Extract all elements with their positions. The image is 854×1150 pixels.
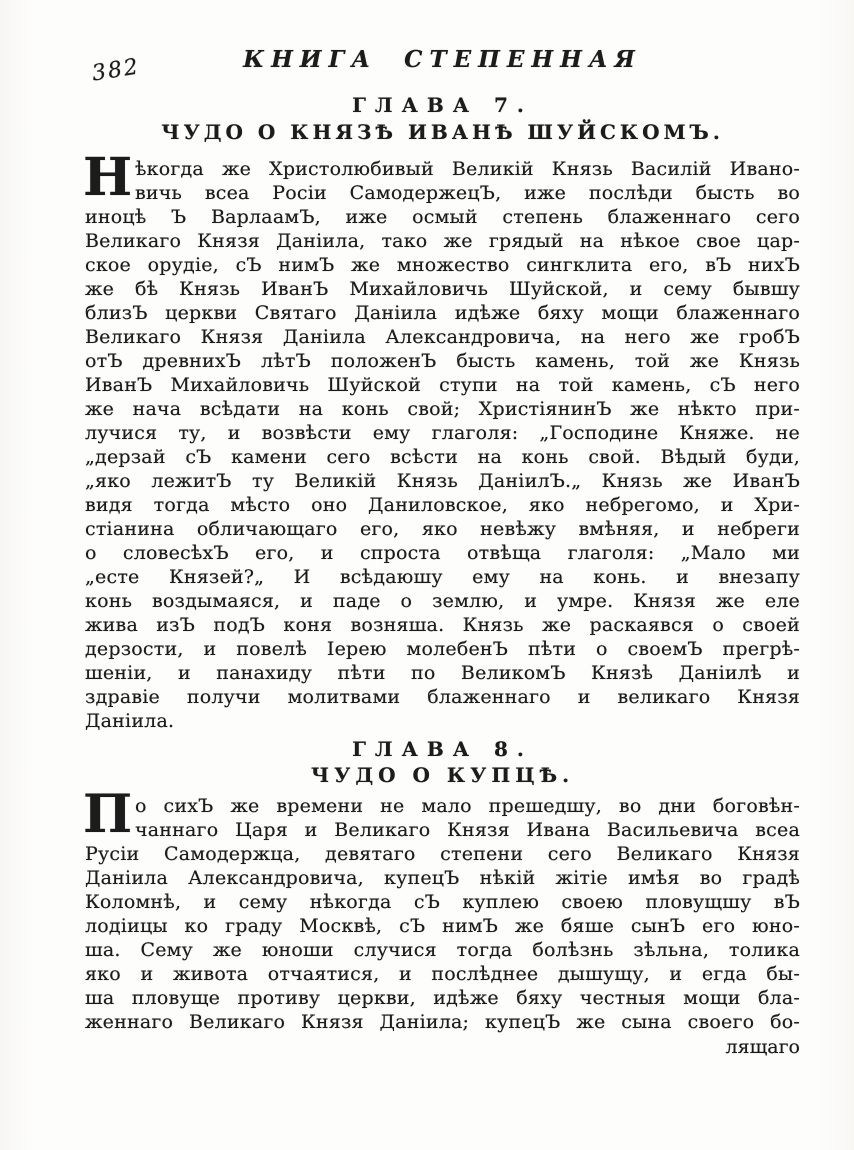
text-line: отЪ древнихЪ лѣтЪ положенЪ бысть камень, той же Князь <box>85 350 800 372</box>
text-line: вичь всеа Росіи СамодержецЪ, иже послѣди бысть во <box>135 182 800 204</box>
text-line: ИванЪ Михайловичь Шуйской ступи на той камень, сЪ него <box>85 374 800 396</box>
text-line: видя тогда мѣсто оно Даниловское, яко небрегомо, и Хри- <box>85 494 800 516</box>
text-line: дерзости, и повелѣ Іерею молебенЪ пѣти о своемЪ прегрѣ- <box>85 638 800 660</box>
chapter8-heading: ГЛАВА 8. <box>352 737 533 761</box>
chapter8-paragraph <box>83 784 800 1034</box>
running-head: КНИГА СТЕПЕННАЯ <box>243 46 642 73</box>
text-line: Даніила. <box>85 710 175 732</box>
text-line: же бѣ Князь ИванЪ Михайловичь Шуйской, и сему бывшу <box>85 278 800 300</box>
text-line: Великаго Князя Даніила Александровича, на него же гробЪ <box>85 326 800 348</box>
text-line: ское орудіе, сЪ нимЪ же множество сингклита его, вЪ нихЪ <box>85 254 800 276</box>
page-number: 382 <box>90 54 142 87</box>
text-line: здравіе получи молитвами блаженнаго и великаго Князя <box>85 686 800 708</box>
text-line: близЪ церкви Святаго Даніила идѣже бяху мощи блаженнаго <box>85 302 800 324</box>
chapter8-dropcap: П <box>83 784 133 845</box>
text-line: „яко лежитЪ ту Великій Князь ДаніилЪ.„ Князь же ИванЪ <box>85 470 800 492</box>
text-line: о словесѣхЪ его, и спроста отвѣща глаголя: „Мало ми <box>85 542 800 564</box>
text-line: же нача всѣдати на конь свой; ХристіянинЪ же нѣкто при- <box>85 398 800 420</box>
text-line: женнаго Великаго Князя Даніила; купецЪ же сына своего бо- <box>85 1011 800 1033</box>
text-line: ша. Сему же юноши случися тогда болѣзнь зѣльна, толика <box>85 939 800 961</box>
chapter7-lines <box>85 157 800 733</box>
text-line: конь воздымаяся, и паде о землю, и умре. Князя же еле <box>85 590 800 612</box>
text-line: Великаго Князя Даніила, тако же грядый на нѣкое свое цар- <box>85 230 800 252</box>
text-line: о сихЪ же времени не мало прешедшу, во дни боговѣн- <box>135 795 800 817</box>
chapter7-paragraph <box>83 147 800 733</box>
chapter8-subheading: ЧУДО О КУПЦѢ. <box>310 763 575 787</box>
text-line: стіанина обличающаго его, яко невѣжу вмѣняя, и небреги <box>85 518 800 540</box>
text-line: жива изЪ подЪ коня возняша. Князь же раскаявся о своей <box>85 614 800 636</box>
text-line: „дерзай сЪ камени сего всѣсти на конь свой. Вѣдый буди, <box>85 446 800 468</box>
text-line: лучися ту, и возвѣсти ему глаголя: „Господине Княже. не <box>85 422 800 444</box>
text-line: чаннаго Царя и Великаго Князя Ивана Васильевича всеа <box>135 819 800 841</box>
chapter7-dropcap: Н <box>83 147 133 208</box>
text-line: шеніи, и панахиду пѣти по ВеликомЪ Князѣ Даніилѣ и <box>85 662 800 684</box>
chapter7-subheading: ЧУДО О КНЯЗѢ ИВАНѢ ШУЙСКОМЪ. <box>161 120 724 144</box>
chapter8-lines <box>85 794 800 1034</box>
text-line: иноцѣ Ъ ВарлаамЪ, иже осмый степень блаженнаго сего <box>85 206 800 228</box>
text-line: „есте Князей?„ И всѣдаюшу ему на конь. и внезапу <box>85 566 800 588</box>
text-line: Коломнѣ, и сему нѣкогда сЪ куплею своею пловущшу вЪ <box>85 891 800 913</box>
text-line: Русіи Самодержца, девятаго степени сего Великаго Князя <box>85 843 800 865</box>
text-line: ша пловуще противу церкви, идѣже бяху честныя мощи бла- <box>85 987 800 1009</box>
text-line: лодіицы ко граду Москвѣ, сЪ нимЪ же бяше сынЪ его юно- <box>85 915 800 937</box>
text-line: яко и живота отчаятися, и послѣднее дышущу, и егда бы- <box>85 963 800 985</box>
catchword-row <box>85 1035 800 1059</box>
text-line: ѣкогда же Христолюбивый Великій Князь Василій Ивано- <box>135 158 800 180</box>
chapter7-heading: ГЛАВА 7. <box>352 93 533 117</box>
catchword: лящаго <box>725 1036 800 1058</box>
text-line: Даніила Александровича, купецЪ нѣкій жітіе имѣя во градѣ <box>85 867 800 889</box>
